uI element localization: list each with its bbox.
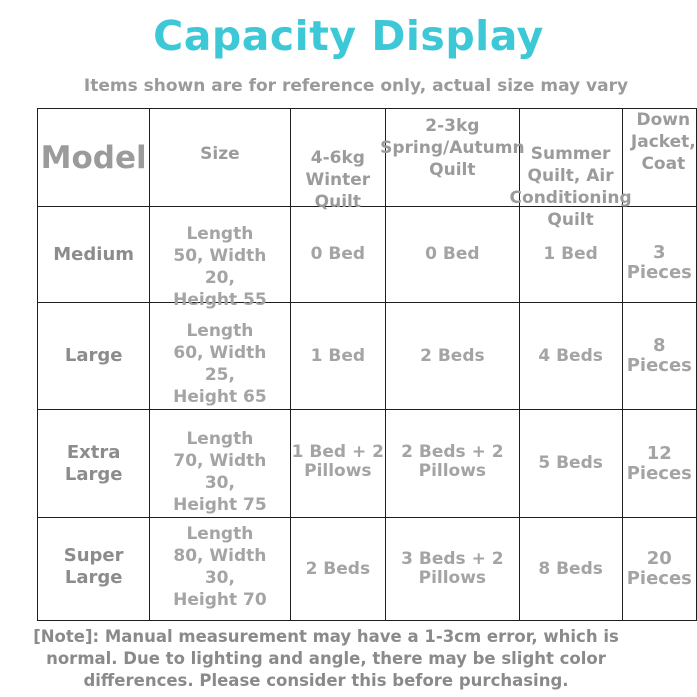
winter-value: 1 Bed (310, 345, 366, 366)
winter-cell (290, 303, 386, 410)
header-spring-label: 2-3kg Spring/Autumn Quilt (380, 115, 525, 180)
model-cell (38, 303, 150, 410)
table-row (38, 207, 697, 303)
winter-value: 0 Bed (310, 244, 366, 264)
size-cell (150, 207, 290, 310)
disclaimer-note: [Note]: Manual measurement may have a 1-3cm error, which is normal. Due to lighting and angle, there may be slight color differences. Please consider this before purchasing. (33, 627, 619, 690)
spring-value: 2 Beds (420, 345, 485, 366)
size-cell (150, 410, 290, 518)
header-down-jacket (622, 109, 696, 207)
down-value: 20 Pieces (626, 548, 692, 589)
down-cell (622, 207, 696, 303)
summer-cell (519, 207, 622, 303)
header-size-label: Size (200, 143, 240, 164)
model-name: Medium (53, 243, 135, 265)
size-value: Length 50, Width 20, Height 55 (173, 223, 267, 310)
header-down-label: Down Jacket, Coat (630, 109, 696, 174)
model-cell (38, 518, 150, 621)
header-model-label: Model (40, 139, 147, 176)
model-cell (38, 207, 150, 303)
page-title: Capacity Display (153, 12, 544, 60)
size-cell (150, 303, 290, 410)
table-row (38, 303, 697, 410)
spring-cell (386, 518, 519, 621)
down-value: 12 Pieces (626, 442, 692, 484)
model-cell (38, 410, 150, 518)
summer-cell (519, 303, 622, 410)
header-winter-label: 4-6kg Winter Quilt (305, 147, 371, 212)
spring-value: 0 Bed (425, 244, 480, 264)
header-summer-label: Summer Quilt, Air Conditioning Quilt (509, 143, 632, 230)
model-name: Large (64, 345, 123, 366)
winter-cell (290, 518, 386, 621)
down-cell (622, 410, 696, 518)
summer-cell (519, 410, 622, 518)
table-header-row (38, 109, 697, 207)
size-value: Length 80, Width 30, Height 70 (173, 524, 267, 610)
page-subtitle: Items shown are for reference only, actual size may vary (83, 76, 629, 96)
down-cell (622, 303, 696, 410)
size-value: Length 70, Width 30, Height 75 (173, 428, 267, 515)
winter-value: 1 Bed + 2 Pillows (291, 441, 384, 481)
capacity-table (37, 108, 697, 621)
summer-cell (519, 518, 622, 621)
spring-cell (386, 207, 519, 303)
winter-cell (290, 410, 386, 518)
spring-value: 3 Beds + 2 Pillows (401, 549, 504, 588)
down-value: 3 Pieces (626, 241, 692, 283)
summer-value: 1 Bed (543, 244, 598, 264)
table-row (38, 518, 697, 621)
header-size (150, 109, 290, 207)
down-cell (622, 518, 696, 621)
winter-value: 2 Beds (305, 558, 371, 579)
winter-cell (290, 207, 386, 303)
model-name: Super Large (63, 545, 124, 588)
header-model (38, 109, 150, 207)
summer-value: 5 Beds (538, 453, 603, 473)
spring-value: 2 Beds + 2 Pillows (401, 441, 504, 481)
spring-cell (386, 410, 519, 518)
model-name: Extra Large (64, 441, 123, 485)
summer-value: 8 Beds (538, 558, 603, 579)
header-spring-quilt (380, 109, 525, 207)
summer-value: 4 Beds (538, 345, 603, 366)
size-value: Length 60, Width 25, Height 65 (173, 321, 267, 407)
size-cell (150, 518, 290, 621)
spring-cell (386, 303, 519, 410)
table-row (38, 410, 697, 518)
down-value: 8 Pieces (626, 335, 692, 376)
